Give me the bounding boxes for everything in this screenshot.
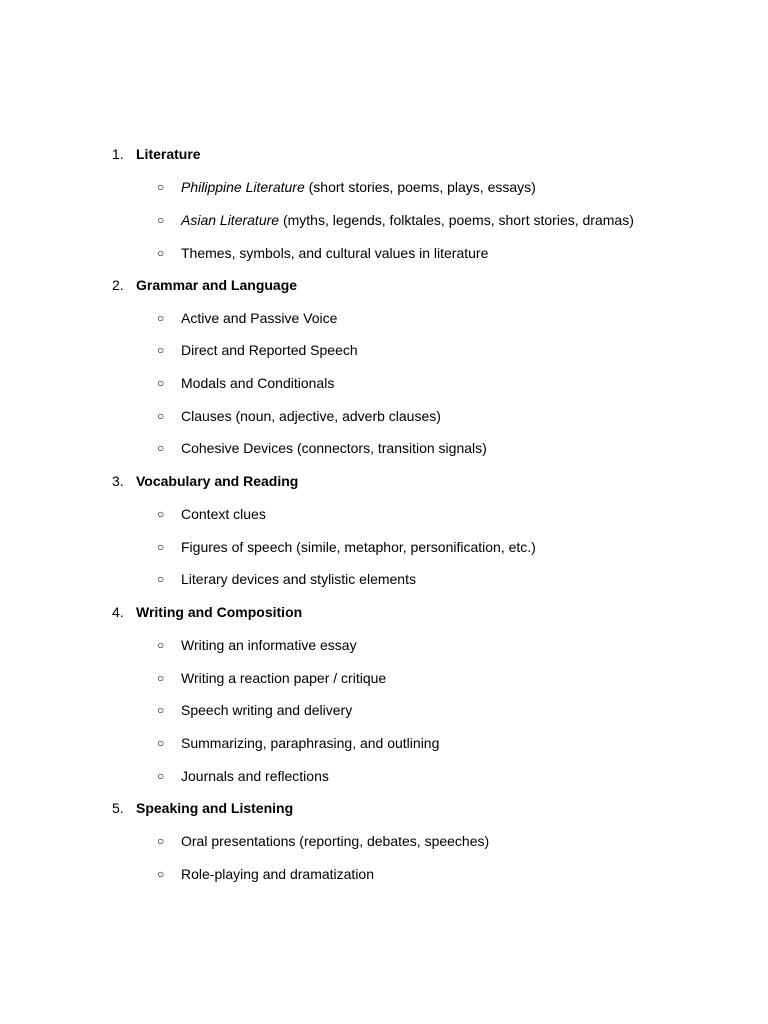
bullet-circle-icon: ○ bbox=[157, 736, 165, 750]
list-item bbox=[0, 243, 768, 263]
list-item-text: Context clues bbox=[181, 506, 266, 522]
section-title: Speaking and Listening bbox=[136, 800, 294, 816]
list-item bbox=[0, 766, 768, 786]
list-item-text: Writing a reaction paper / critique bbox=[181, 670, 387, 686]
section-heading-speaking bbox=[0, 798, 768, 818]
list-item-text: Modals and Conditionals bbox=[181, 375, 335, 391]
bullet-circle-icon: ○ bbox=[157, 441, 165, 455]
list-item-text: Summarizing, paraphrasing, and outlining bbox=[181, 735, 440, 751]
list-item-text bbox=[181, 177, 536, 197]
list-item bbox=[0, 308, 768, 328]
bullet-circle-icon: ○ bbox=[157, 834, 165, 848]
section-title: Vocabulary and Reading bbox=[136, 473, 299, 489]
list-item-text: Literary devices and stylistic elements bbox=[181, 571, 416, 587]
bullet-circle-icon: ○ bbox=[157, 769, 165, 783]
section-number: 3. bbox=[112, 473, 124, 489]
section-title: Literature bbox=[136, 146, 201, 162]
list-item-detail: (short stories, poems, plays, essays) bbox=[304, 179, 536, 195]
section-heading-literature bbox=[0, 144, 768, 164]
bullet-circle-icon: ○ bbox=[157, 867, 165, 881]
list-item-text bbox=[181, 210, 634, 230]
list-item bbox=[0, 438, 768, 458]
bullet-circle-icon: ○ bbox=[157, 343, 165, 357]
section-number: 5. bbox=[112, 800, 124, 816]
list-item bbox=[0, 340, 768, 360]
bullet-circle-icon: ○ bbox=[157, 671, 165, 685]
list-item-text: Direct and Reported Speech bbox=[181, 342, 358, 358]
list-item bbox=[0, 177, 768, 197]
bullet-circle-icon: ○ bbox=[157, 409, 165, 423]
section-number: 2. bbox=[112, 277, 124, 293]
section-number: 1. bbox=[112, 146, 124, 162]
list-item-text: Active and Passive Voice bbox=[181, 310, 338, 326]
list-item-detail: (myths, legends, folktales, poems, short stories, dramas) bbox=[279, 212, 634, 228]
section-title: Grammar and Language bbox=[136, 277, 298, 293]
list-item-text: Figures of speech (simile, metaphor, personification, etc.) bbox=[181, 539, 536, 555]
list-item bbox=[0, 210, 768, 230]
list-item-text: Themes, symbols, and cultural values in literature bbox=[181, 245, 489, 261]
list-item bbox=[0, 569, 768, 589]
bullet-circle-icon: ○ bbox=[157, 376, 165, 390]
bullet-circle-icon: ○ bbox=[157, 540, 165, 554]
list-item-emphasis: Asian Literature bbox=[181, 212, 280, 228]
bullet-circle-icon: ○ bbox=[157, 213, 165, 227]
list-item bbox=[0, 733, 768, 753]
list-item-text: Cohesive Devices (connectors, transition signals) bbox=[181, 440, 487, 456]
list-item-text: Oral presentations (reporting, debates, speeches) bbox=[181, 833, 490, 849]
bullet-circle-icon: ○ bbox=[157, 246, 165, 260]
bullet-circle-icon: ○ bbox=[157, 180, 165, 194]
list-item-emphasis: Philippine Literature bbox=[181, 179, 305, 195]
bullet-circle-icon: ○ bbox=[157, 638, 165, 652]
bullet-circle-icon: ○ bbox=[157, 507, 165, 521]
list-item-text: Speech writing and delivery bbox=[181, 702, 353, 718]
section-heading-grammar bbox=[0, 275, 768, 295]
list-item-text: Journals and reflections bbox=[181, 768, 329, 784]
section-title: Writing and Composition bbox=[136, 604, 303, 620]
list-item-text: Writing an informative essay bbox=[181, 637, 357, 653]
bullet-circle-icon: ○ bbox=[157, 703, 165, 717]
section-heading-vocabulary bbox=[0, 471, 768, 491]
list-item bbox=[0, 504, 768, 524]
list-item bbox=[0, 406, 768, 426]
list-item bbox=[0, 831, 768, 851]
list-item bbox=[0, 635, 768, 655]
bullet-circle-icon: ○ bbox=[157, 311, 165, 325]
list-item bbox=[0, 864, 768, 884]
list-item bbox=[0, 373, 768, 393]
list-item bbox=[0, 668, 768, 688]
list-item bbox=[0, 700, 768, 720]
section-number: 4. bbox=[112, 604, 124, 620]
list-item-text: Clauses (noun, adjective, adverb clauses) bbox=[181, 408, 441, 424]
list-item-text: Role-playing and dramatization bbox=[181, 866, 374, 882]
bullet-circle-icon: ○ bbox=[157, 572, 165, 586]
list-item bbox=[0, 537, 768, 557]
section-heading-writing bbox=[0, 602, 768, 622]
